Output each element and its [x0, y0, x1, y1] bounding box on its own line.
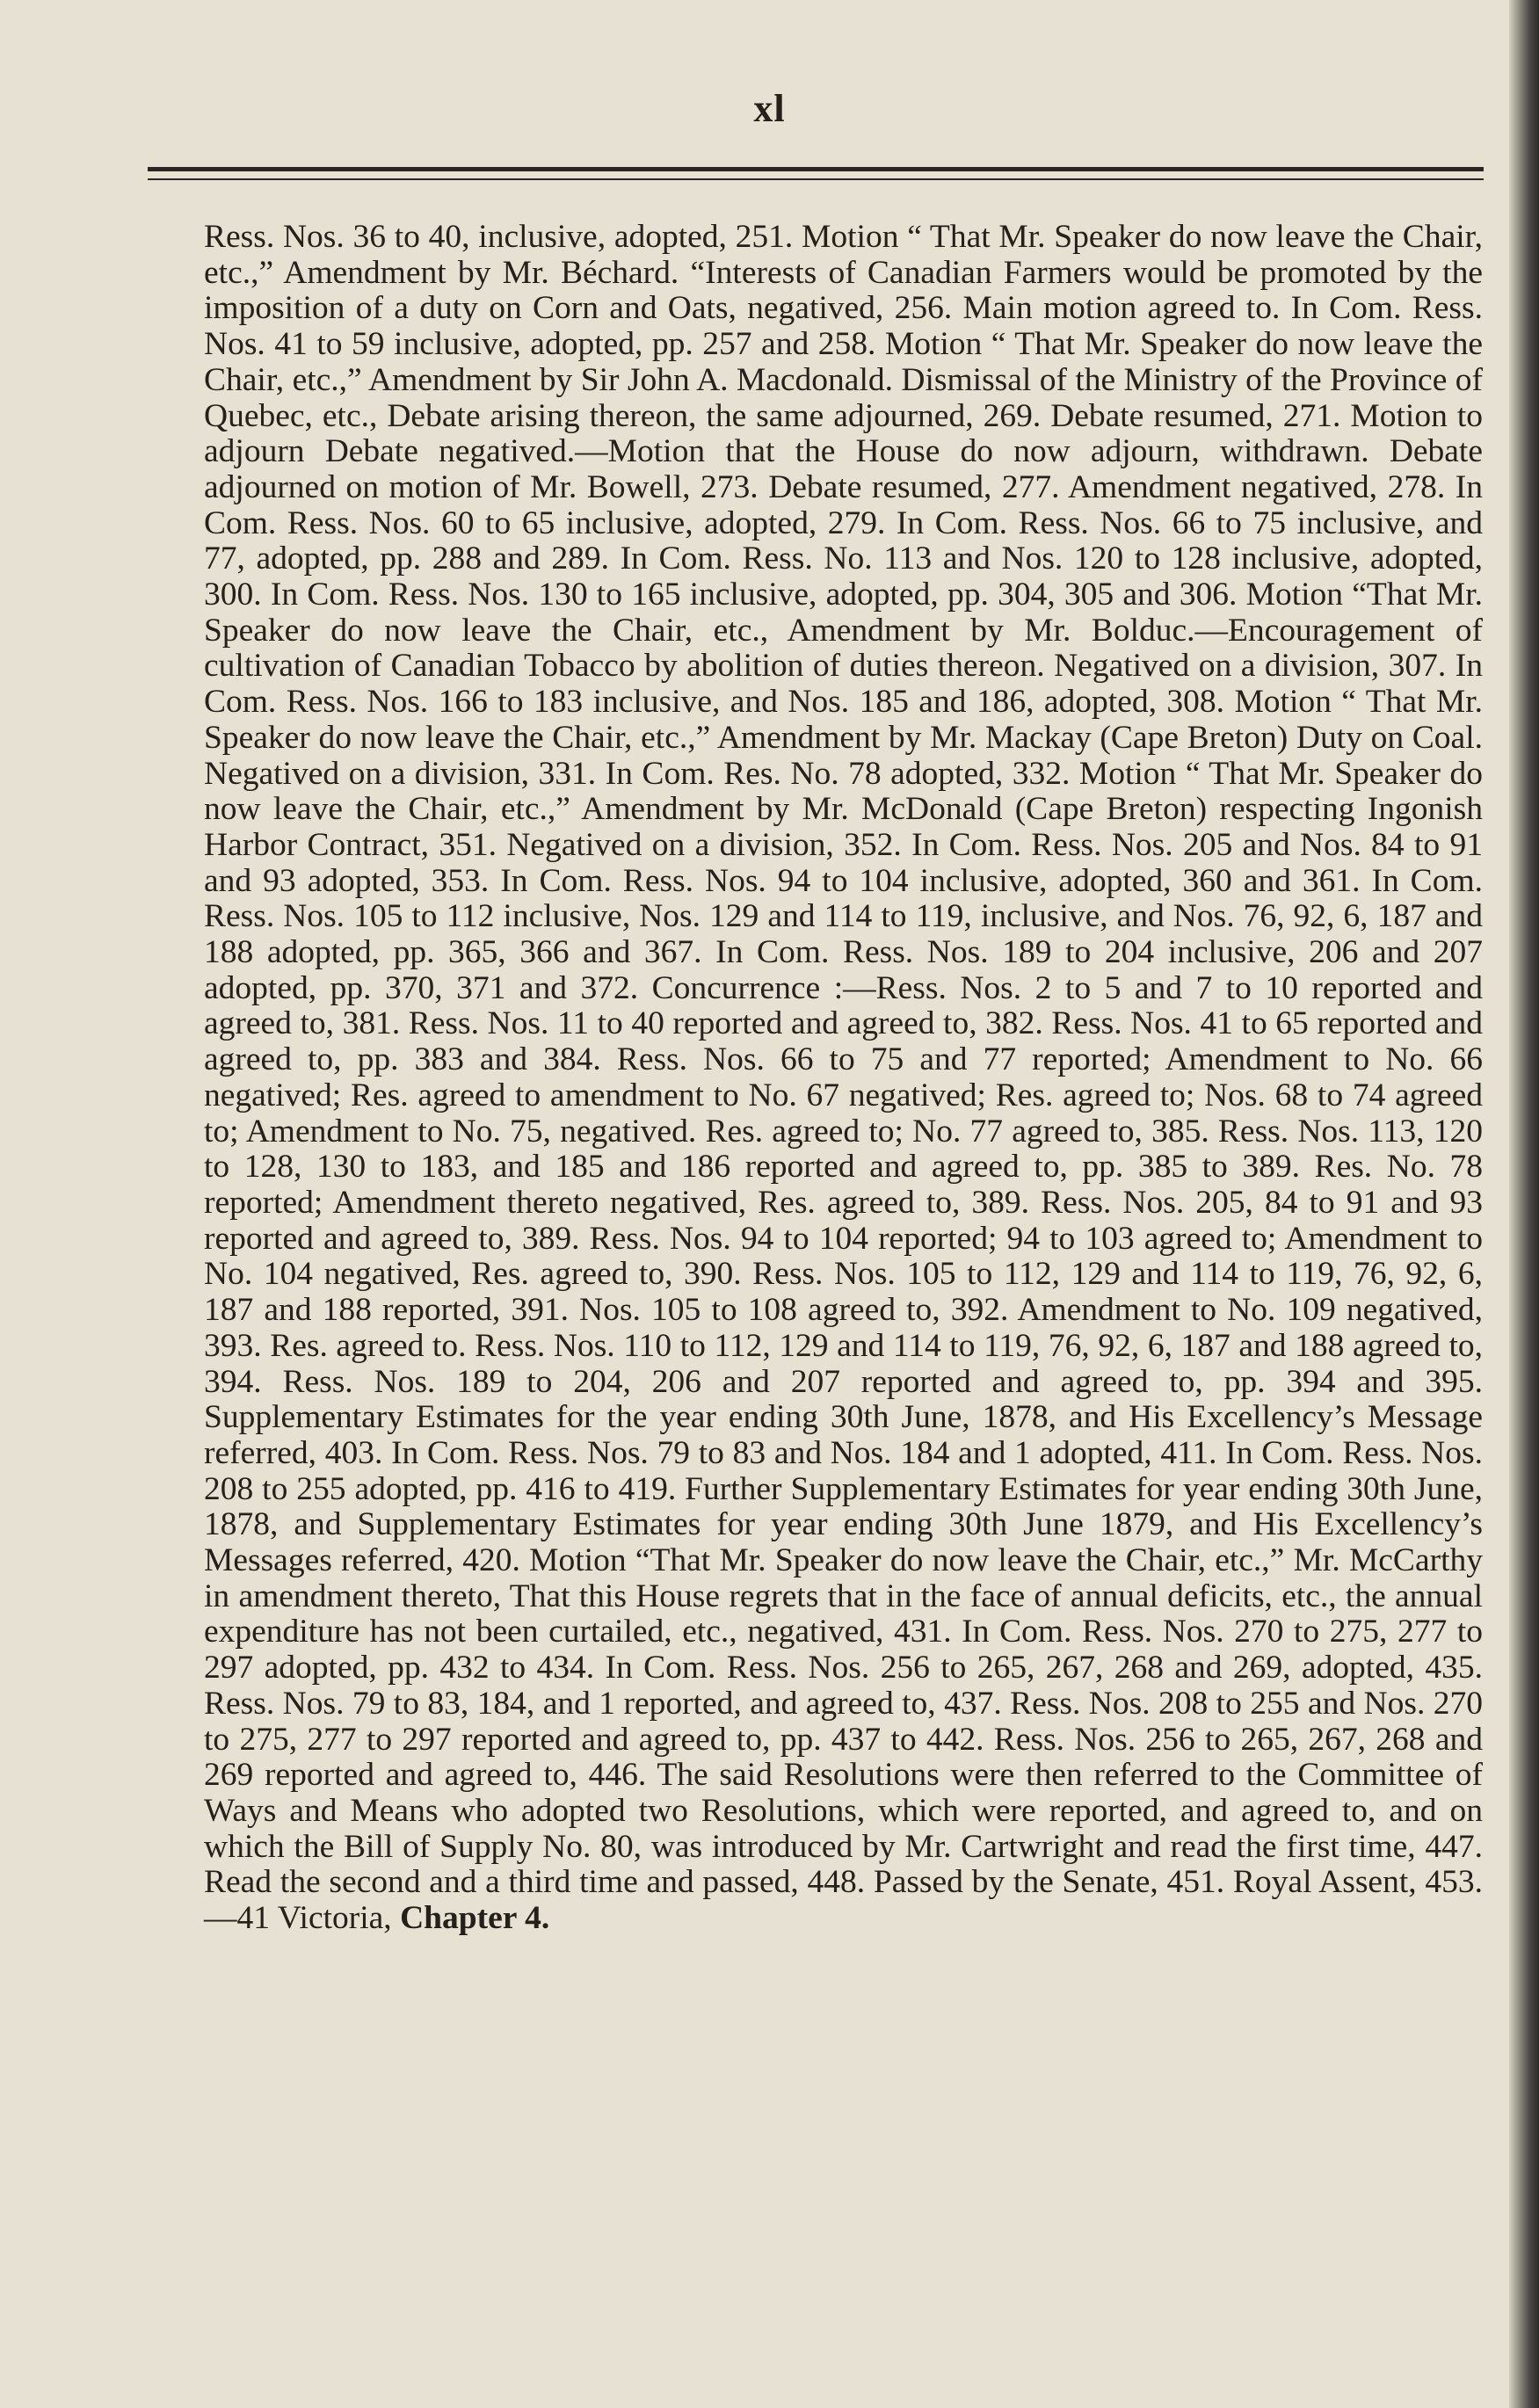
header-rule-thick: [148, 167, 1484, 171]
index-paragraph: [204, 220, 1483, 1937]
page-number: xl: [753, 87, 786, 130]
paragraph-body: Ress. Nos. 36 to 40, inclusive, adopted, 251. Motion “ That Mr. Speaker do now leave the Chair, etc.,” Amendment by Mr. Béchard. “Interests of Canadian Farmers would be promoted by the imposition of a duty on Corn and Oats, negatived, 256. Main motion agreed to. In Com. Ress. Nos. 41 to 59 inclusive, adopted, pp. 257 and 258. Motion “ That Mr. Speaker do now leave the Chair, etc.,” Amendment by Sir John A. Macdonald. Dismissal of the Ministry of the Province of Quebec, etc., Debate arising thereon, the same adjourned, 269. Debate resumed, 271. Motion to adjourn Debate negatived.—Motion that the House do now adjourn, withdrawn. Debate adjourned on motion of Mr. Bowell, 273. Debate resumed, 277. Amendment negatived, 278. In Com. Ress. Nos. 60 to 65 inclusive, adopted, 279. In Com. Ress. Nos. 66 to 75 inclusive, and 77, adopted, pp. 288 and 289. In Com. Ress. No. 113 and Nos. 120 to 128 inclusive, adopted, 300. In Com. Ress. Nos. 130 to 165 inclusive, adopted, pp. 304, 305 and 306. Motion “That Mr. Speaker do now leave the Chair, etc., Amendment by Mr. Bolduc.—Encouragement of cultivation of Canadian Tobacco by abolition of duties thereon. Negatived on a division, 307. In Com. Ress. Nos. 166 to 183 inclusive, and Nos. 185 and 186, adopted, 308. Motion “ That Mr. Speaker do now leave the Chair, etc.,” Amendment by Mr. Mackay (Cape Breton) Duty on Coal. Negatived on a division, 331. In Com. Res. No. 78 adopted, 332. Motion “ That Mr. Speaker do now leave the Chair, etc.,” Amendment by Mr. McDonald (Cape Breton) respecting Ingonish Harbor Contract, 351. Negatived on a division, 352. In Com. Ress. Nos. 205 and Nos. 84 to 91 and 93 adopted, 353. In Com. Ress. Nos. 94 to 104 inclusive, adopted, 360 and 361. In Com. Ress. Nos. 105 to 112 inclusive, Nos. 129 and 114 to 119, inclusive, and Nos. 76, 92, 6, 187 and 188 adopted, pp. 365, 366 and 367. In Com. Ress. Nos. 189 to 204 inclusive, 206 and 207 adopted, pp. 370, 371 and 372. Concurrence :—Ress. Nos. 2 to 5 and 7 to 10 reported and agreed to, 381. Ress. Nos. 11 to 40 reported and agreed to, 382. Ress. Nos. 41 to 65 reported and agreed to, pp. 383 and 384. Ress. Nos. 66 to 75 and 77 reported; Amendment to No. 66 negatived; Res. agreed to amendment to No. 67 negatived; Res. agreed to; Nos. 68 to 74 agreed to; Amendment to No. 75, negatived. Res. agreed to; No. 77 agreed to, 385. Ress. Nos. 113, 120 to 128, 130 to 183, and 185 and 186 reported and agreed to, pp. 385 to 389. Res. No. 78 reported; Amendment thereto negatived, Res. agreed to, 389. Ress. Nos. 205, 84 to 91 and 93 reported and agreed to, 389. Ress. Nos. 94 to 104 reported; 94 to 103 agreed to; Amendment to No. 104 negatived, Res. agreed to, 390. Ress. Nos. 105 to 112, 129 and 114 to 119, 76, 92, 6, 187 and 188 reported, 391. Nos. 105 to 108 agreed to, 392. Amendment to No. 109 negatived, 393. Res. agreed to. Ress. Nos. 110 to 112, 129 and 114 to 119, 76, 92, 6, 187 and 188 agreed to, 394. Ress. Nos. 189 to 204, 206 and 207 reported and agreed to, pp. 394 and 395. Supplementary Estimates for the year ending 30th June, 1878, and His Excellency’s Message referred, 403. In Com. Ress. Nos. 79 to 83 and Nos. 184 and 1 adopted, 411. In Com. Ress. Nos. 208 to 255 adopted, pp. 416 to 419. Further Supplementary Estimates for year ending 30th June, 1878, and Supplementary Estimates for year ending 30th June 1879, and His Excellency’s Messages referred, 420. Motion “That Mr. Speaker do now leave the Chair, etc.,” Mr. McCarthy in amendment thereto, That this House regrets that in the face of annual deficits, etc., the annual expenditure has not been curtailed, etc., negatived, 431. In Com. Ress. Nos. 270 to 275, 277 to 297 adopted, pp. 432 to 434. In Com. Ress. Nos. 256 to 265, 267, 268 and 269, adopted, 435. Ress. Nos. 79 to 83, 184, and 1 reported, and agreed to, 437. Ress. Nos. 208 to 255 and Nos. 270 to 275, 277 to 297 reported and agreed to, pp. 437 to 442. Ress. Nos. 256 to 265, 267, 268 and 269 reported and agreed to, 446. The said Resolutions were then referred to the Committee of Ways and Means who adopted two Resolutions, which were reported, and agreed to, and on which the Bill of Supply No. 80, was introduced by Mr. Cartwright and read the first time, 447. Read the second and a third time and passed, 448. Passed by the Senate, 451. Royal Assent, 453.—41 Victoria,: [204, 219, 1483, 1937]
page-edge-shadow: [1509, 0, 1539, 2408]
chapter-reference: Chapter 4.: [400, 1900, 550, 1937]
header-rule-thin: [148, 178, 1484, 180]
